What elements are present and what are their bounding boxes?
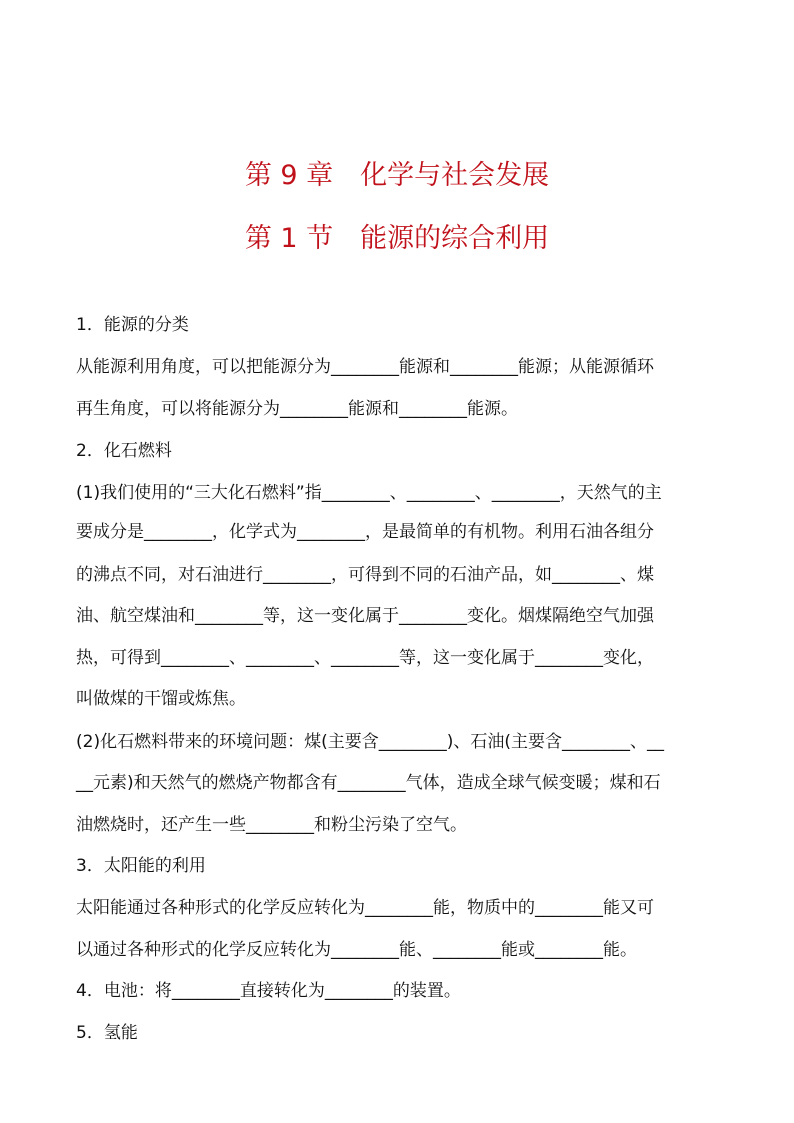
paragraph-line: (1)我们使用的“三大化石燃料”指________、________、________，天然气的主 <box>76 483 662 503</box>
heading-energy-classification: 1．能源的分类 <box>76 315 189 335</box>
paragraph-line: 要成分是________，化学式为________，是最简单的有机物。利用石油各组分 <box>76 522 654 542</box>
chapter-title: 第 9 章 化学与社会发展 <box>244 160 550 191</box>
paragraph-line: (2)化石燃料带来的环境问题：煤(主要含________)、石油(主要含________、__ <box>76 732 664 752</box>
heading-battery: 4．电池：将________直接转化为________的装置。 <box>76 981 461 1001</box>
paragraph-line: 以通过各种形式的化学反应转化为________能、________能或________能。 <box>76 940 637 960</box>
heading-hydrogen-energy: 5．氢能 <box>76 1023 138 1043</box>
heading-solar-energy: 3．太阳能的利用 <box>76 856 206 876</box>
paragraph-line: 的沸点不同，对石油进行________，可得到不同的石油产品，如________、煤 <box>76 565 654 585</box>
paragraph-line: 太阳能通过各种形式的化学反应转化为________能，物质中的________能又可 <box>76 898 654 918</box>
section-title: 第 1 节 能源的综合利用 <box>244 223 550 254</box>
paragraph-line: __元素)和天然气的燃烧产物都含有________气体，造成全球气候变暖；煤和石 <box>76 773 661 793</box>
heading-fossil-fuels: 2．化石燃料 <box>76 441 172 461</box>
paragraph-line: 从能源利用角度，可以把能源分为________能源和________能源；从能源循环 <box>76 357 654 377</box>
paragraph-line: 油燃烧时，还产生一些________和粉尘污染了空气。 <box>76 815 467 835</box>
paragraph-line: 热，可得到________、________、________等，这一变化属于________变化， <box>76 648 654 668</box>
paragraph-line: 油、航空煤油和________等，这一变化属于________变化。烟煤隔绝空气加强 <box>76 606 654 626</box>
paragraph-line: 再生角度，可以将能源分为________能源和________能源。 <box>76 399 518 419</box>
paragraph-line: 叫做煤的干馏或炼焦。 <box>76 689 246 709</box>
